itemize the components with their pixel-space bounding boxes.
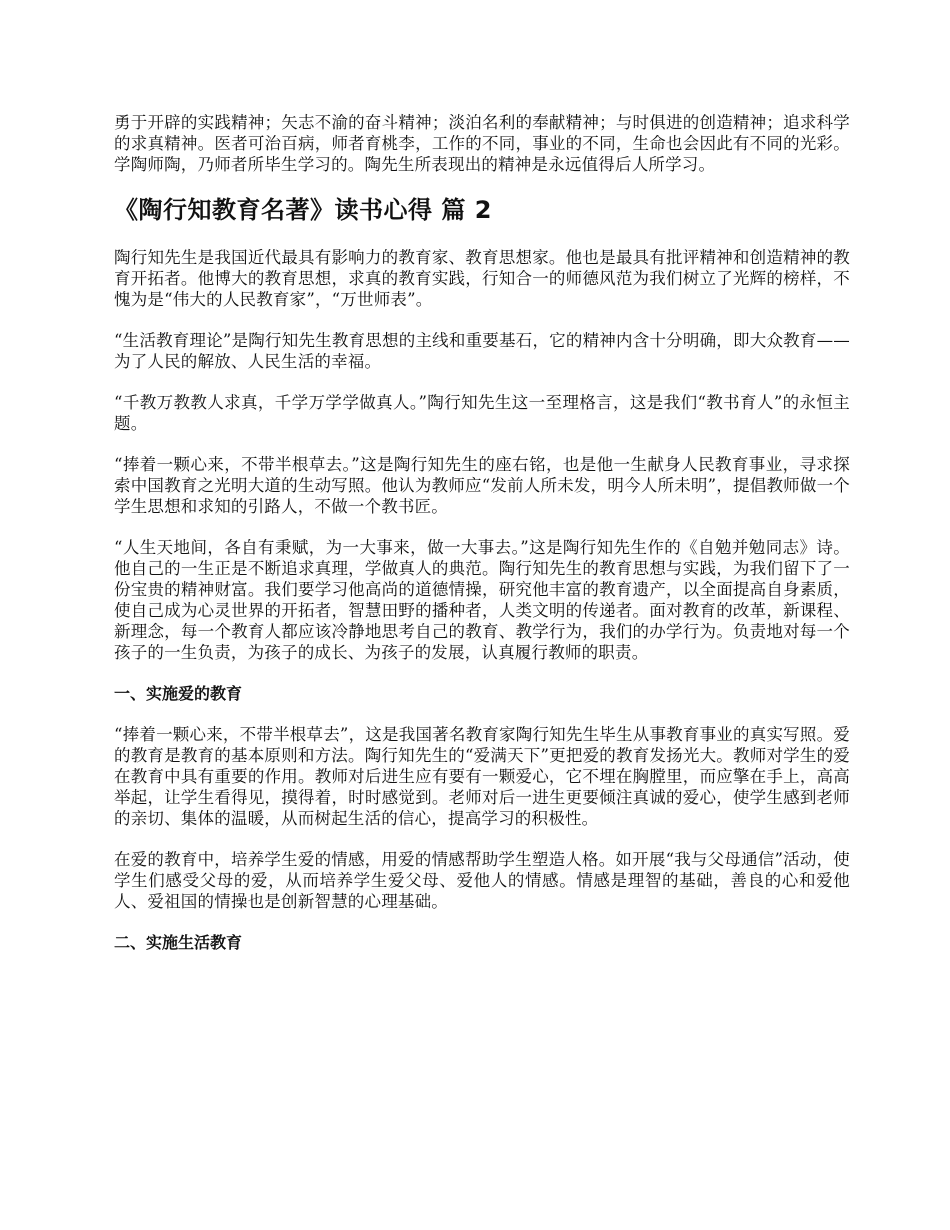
body-paragraph-2: “生活教育理论”是陶行知先生教育思想的主线和重要基石，它的精神内含十分明确，即大众教育——为了人民的解放、人民生活的幸福。 — [114, 331, 850, 371]
body-paragraph-3: “千教万教教人求真，千学万学学做真人。”陶行知先生这一至理格言，这是我们“教书育人”的永恒主题。 — [114, 393, 850, 433]
article-title: 《陶行知教育名著》读书心得 篇 2 — [114, 196, 492, 224]
section1-paragraph-2: 在爱的教育中，培养学生爱的情感，用爱的情感帮助学生塑造人格。如开展“我与父母通信”活动，使学生们感受父母的爱，从而培养学生爱父母、爱他人的情感。情感是理智的基础，善良的心和爱他人、爱祖国的情操也是创新智慧的心理基础。 — [114, 850, 850, 911]
section-heading-1: 一、实施爱的教育 — [114, 684, 243, 703]
body-paragraph-4: “捧着一颗心来，不带半根草去。”这是陶行知先生的座右铭，也是他一生献身人民教育事业，寻求探索中国教育之光明大道的生动写照。他认为教师应“发前人所未发，明今人所未明”，提倡教师做一个学生思想和求知的引路人，不做一个教书匠。 — [114, 455, 850, 516]
section1-paragraph-1: “捧着一颗心来，不带半根草去”，这是我国著名教育家陶行知先生毕生从事教育事业的真实写照。爱的教育是教育的基本原则和方法。陶行知先生的“爱满天下”更把爱的教育发扬光大。教师对学生的爱在教育中具有重要的作用。教师对后进生应有要有一颗爱心，它不埋在胸膛里，而应擎在手上，高高举起，让学生看得见，摸得着，时时感觉到。老师对后一进生更要倾注真诚的爱心，使学生感到老师的亲切、集体的温暖，从而树起生活的信心，提高学习的积极性。 — [114, 725, 850, 828]
document-page — [114, 112, 850, 973]
section-heading-2: 二、实施生活教育 — [114, 933, 243, 952]
intro-paragraph: 勇于开辟的实践精神；矢志不渝的奋斗精神；淡泊名利的奉献精神；与时俱进的创造精神；追求科学的求真精神。医者可治百病，师者育桃李，工作的不同，事业的不同，生命也会因此有不同的光彩。学陶师陶，乃师者所毕生学习的。陶先生所表现出的精神是永远值得后人所学习。 — [114, 113, 850, 174]
body-paragraph-5: “人生天地间，各自有秉赋，为一大事来，做一大事去。”这是陶行知先生作的《自勉并勉同志》诗。他自己的一生正是不断追求真理，学做真人的典范。陶行知先生的教育思想与实践，为我们留下了一份宝贵的精神财富。我们要学习他高尚的道德情操，研究他丰富的教育遗产，以全面提高自身素质，使自己成为心灵世界的开拓者，智慧田野的播种者，人类文明的传递者。面对教育的改革，新课程、新理念，每一个教育人都应该冷静地思考自己的教育、教学行为，我们的办学行为。负责地对每一个孩子的一生负责，为孩子的成长、为孩子的发展，认真履行教师的职责。 — [114, 538, 850, 662]
body-paragraph-1: 陶行知先生是我国近代最具有影响力的教育家、教育思想家。他也是最具有批评精神和创造精神的教育开拓者。他博大的教育思想，求真的教育实践，行知合一的师德风范为我们树立了光辉的榜样，不愧为是“伟大的人民教育家”，“万世师表”。 — [114, 248, 850, 309]
